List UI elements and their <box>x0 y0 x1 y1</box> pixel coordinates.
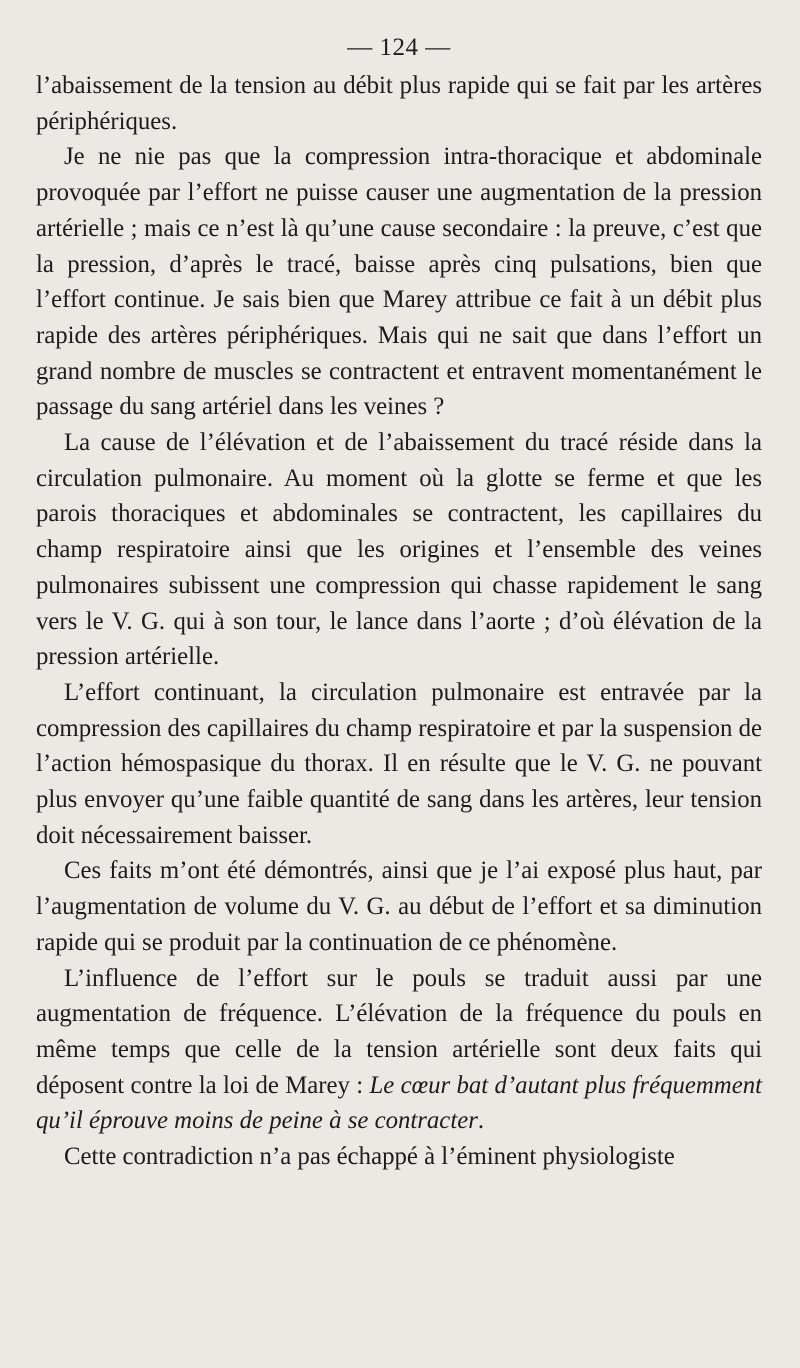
paragraph-last: Cette contradiction n’a pas échappé à l’éminent physiologiste <box>64 1143 675 1171</box>
paragraph-text: L’influence de l’effort sur le pouls se traduit aussi par une augmentation de fréquence. L’élévation de la fréquence du pouls en même temps que celle de la tension artérielle sont deux faits qui déposent contre la loi de Marey : <box>36 964 762 1099</box>
paragraph: Ces faits m’ont été démontrés, ainsi que je l’ai exposé plus haut, par l’augmentation de volume du V. G. au début de l’effort et sa diminution rapide qui se produit par la continuation de ce phénomène. <box>36 857 762 956</box>
paragraph-continuation: l’abaissement de la tension au débit plus rapide qui se fait par les artères périphériques. <box>36 72 762 135</box>
paragraph: Je ne nie pas que la compression intra-thoracique et abdominale provoquée par l’effort ne puisse causer une augmentation de la pression artérielle ; mais ce n’est là qu’une cause secondaire : la preuve, c’est que la pression, d’après le tracé, baisse après cinq pulsations, bien que l’effort continue. Je sais bien que Marey attribue ce fait à un débit plus rapide des artères périphériques. Mais qui ne sait que dans l’effort un grand nombre de muscles se contractent et entravent momentanément le passage du sang artériel dans les veines ? <box>36 143 762 421</box>
paragraph: L’effort continuant, la circulation pulmonaire est entravée par la compression des capillaires du champ respiratoire et par la suspension de l’action hémospasique du thorax. Il en résulte que le V. G. ne pouvant plus envoyer qu’une faible quantité de sang dans les artères, leur tension doit nécessairement baisser. <box>36 678 762 849</box>
page-number: — 124 — <box>347 34 451 61</box>
paragraph: La cause de l’élévation et de l’abaissement du tracé réside dans la circulation pulmonaire. Au moment où la glotte se ferme et que les parois thoraciques et abdominales se contractent, les capillaires du champ respiratoire ainsi que les origines et l’ensemble des veines pulmonaires subissent une compression qui chasse rapidement le sang vers le V. G. qui à son tour, le lance dans l’aorte ; d’où élévation de la pression artérielle. <box>36 429 762 671</box>
paragraph-with-quote <box>36 961 762 1140</box>
body-text <box>36 68 762 1175</box>
paragraph-text-end: . <box>477 1107 485 1135</box>
italic-quote: Le cœur bat d’autant plus fréquemment qu’il éprouve moins de peine à se contracter <box>36 1071 762 1135</box>
